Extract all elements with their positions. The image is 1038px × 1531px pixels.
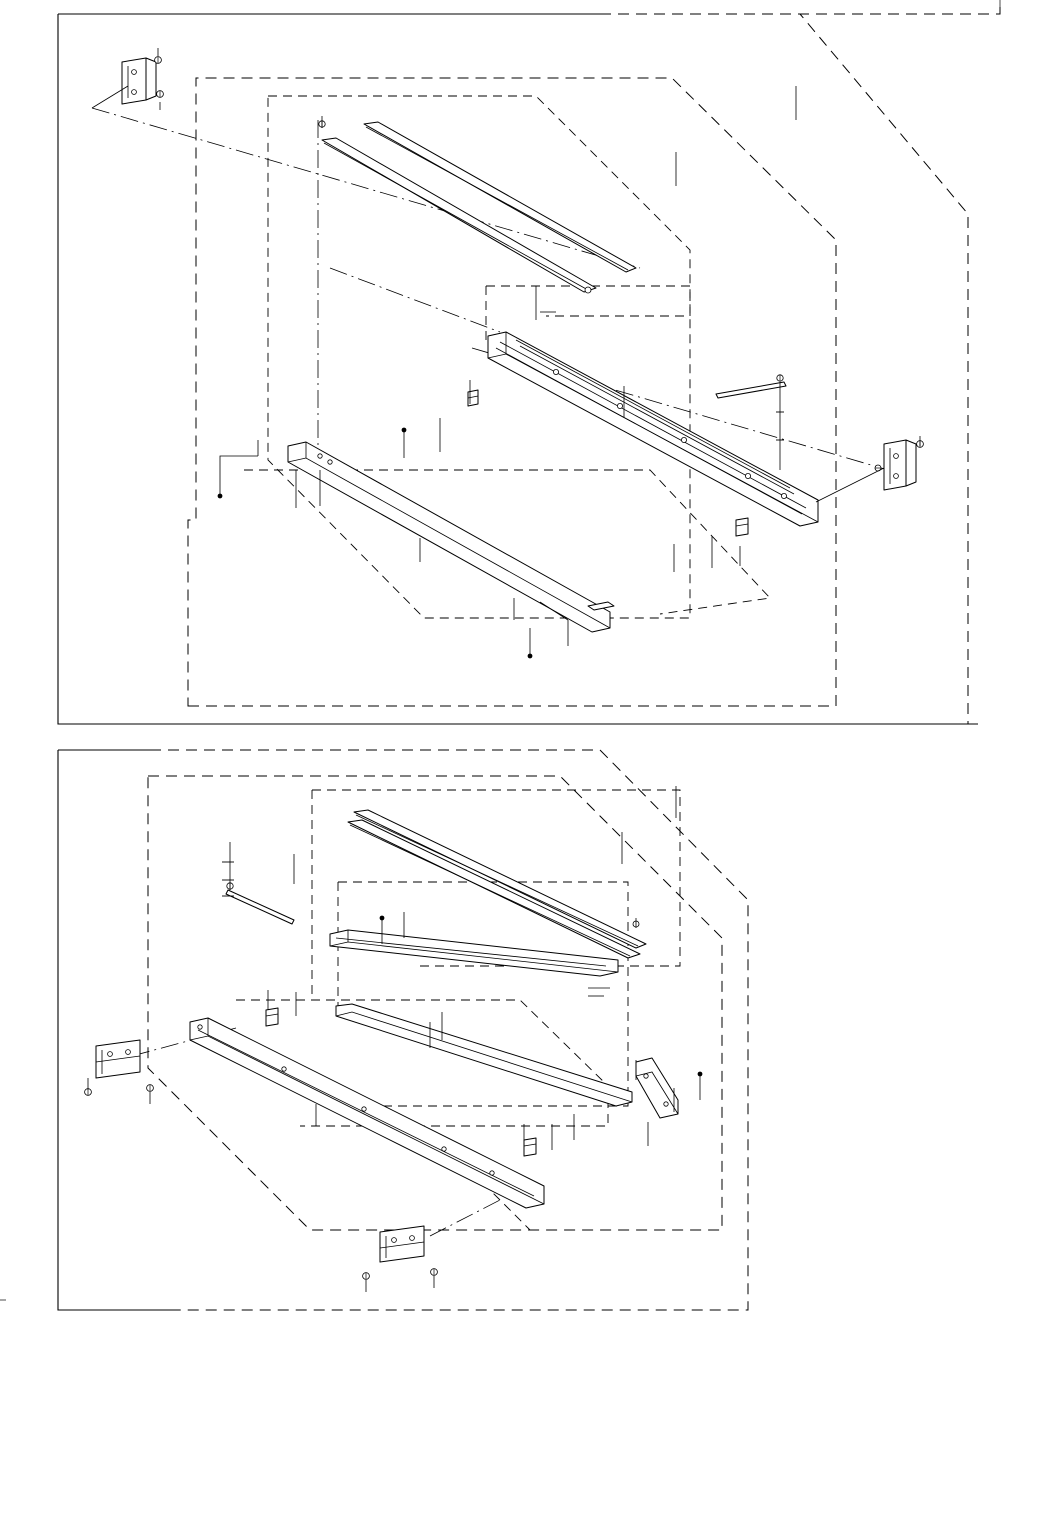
support-rod-right: [716, 382, 786, 398]
clip-nut-lower-1: [266, 1008, 278, 1026]
lower-panel-frame: [58, 750, 170, 1310]
upper-panel-group: [58, 5, 1000, 724]
fastener-screw-rail-upper: [319, 116, 325, 128]
upper-explode-axis-1: [92, 108, 640, 268]
fastener-screw-rod-right: [776, 375, 784, 470]
corner-bracket-right: [884, 440, 916, 490]
left-support-rail: [288, 442, 614, 632]
lower-explode-axis-2: [430, 1200, 500, 1236]
main-bottom-rail: [190, 1018, 544, 1208]
fastener-screw-ll-1: [85, 1078, 92, 1095]
short-rod-left: [222, 842, 294, 924]
right-end-post: [636, 1058, 678, 1118]
lower-panel-group: [58, 750, 748, 1310]
clip-nut-2: [736, 518, 748, 536]
fastener-screw-lb-2: [431, 1269, 438, 1288]
corner-bracket-lower-left: [96, 1040, 140, 1078]
upper-envelope-corner: [600, 5, 1000, 14]
middle-channel-rail-2: [336, 1004, 632, 1106]
clip-nut-lower-2: [524, 1138, 536, 1156]
fastener-screw-tl-1: [155, 48, 162, 63]
slim-rail-upper-2: [322, 138, 596, 293]
fastener-screw-tl-2: [157, 91, 164, 110]
slim-rail-lower-top: [354, 810, 646, 948]
middle-channel-rail: [330, 930, 618, 976]
fastener-screw-lb-1: [363, 1273, 370, 1292]
clip-nut-1: [468, 390, 478, 406]
slim-rail-upper: [364, 122, 636, 272]
upper-envelope-5: [244, 470, 770, 614]
leader-bracket-right: [816, 468, 884, 502]
corner-bracket-top-left: [122, 58, 156, 104]
upper-explode-axis-4: [330, 268, 500, 332]
fastener-screw-right-1: [917, 436, 924, 447]
main-slide-rail: [488, 332, 818, 526]
corner-bracket-lower-bottom: [380, 1226, 424, 1262]
fastener-screw-ll-2: [147, 1085, 154, 1104]
